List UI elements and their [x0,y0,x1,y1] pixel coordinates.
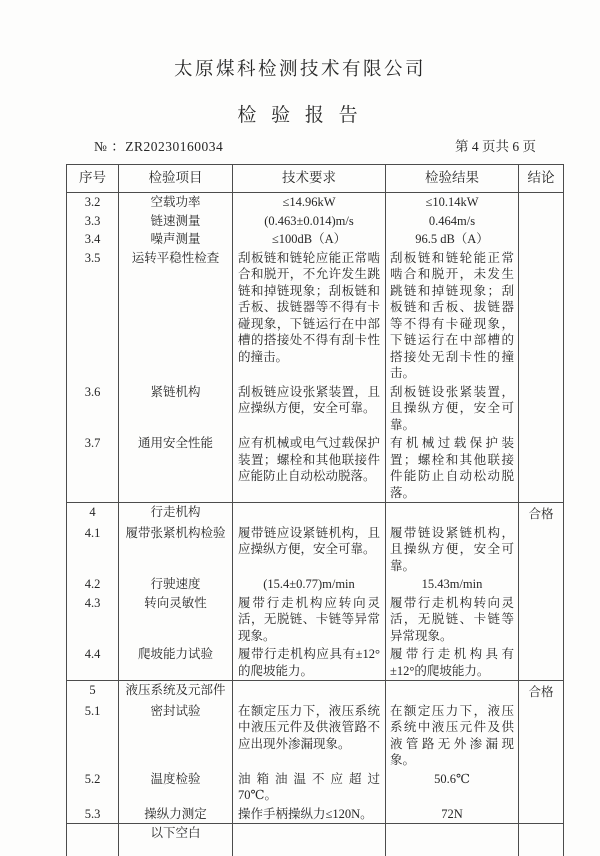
item-no: 5.2 [67,770,119,805]
item-row [67,249,563,383]
item-requirement: 履带行走机构应转向灵活，无脱链、卡链等异常现象。 [233,594,386,646]
item-no: 3.5 [67,249,119,383]
item-conclusion [519,524,563,576]
item-result: 在额定压力下，液压系统中液压元件及供液管路无外渗漏现象。 [386,702,519,770]
item-name: 履带张紧机构检验 [119,524,233,576]
item-no: 4.2 [67,575,119,594]
item-requirement [233,681,386,702]
item-name: 温度检验 [119,770,233,805]
item-conclusion: 合格 [528,685,554,699]
item-name: 运转平稳性检查 [119,249,233,383]
item-no: 3.4 [67,230,119,249]
item-requirement: 刮板链应设张紧装置，且应操纵方便，安全可靠。 [233,383,386,435]
item-requirement [233,824,386,856]
item-conclusion [519,824,563,856]
item-row [67,805,563,824]
item-name: 操纵力测定 [119,805,233,824]
report-number-value: ZR20230160034 [125,139,224,154]
item-conclusion [519,575,563,594]
item-row [67,503,563,524]
item-result: 履带行走机构具有±12°的爬坡能力。 [386,645,519,680]
item-result: 15.43m/min [386,575,519,594]
table-section [67,681,563,824]
item-name: 噪声测量 [119,230,233,249]
item-result: 刮板链和链轮能正常啮合和脱开，未发生跳链和掉链现象；刮板链和舌板、拔链器等不得有卡碰现象，下链运行在中部槽的搭接处无刮卡性的撞击。 [386,249,519,383]
item-name: 紧链机构 [119,383,233,435]
header-requirement: 技术要求 [233,165,386,192]
item-conclusion [519,193,563,212]
item-result [386,824,519,856]
item-result: 0.464m/s [386,212,519,231]
item-conclusion [519,383,563,435]
item-requirement [233,503,386,524]
item-conclusion: 合格 [528,507,554,521]
header-conclusion: 结论 [527,170,555,186]
meta-row [66,138,562,156]
item-row [67,524,563,576]
table-section [67,193,563,503]
item-conclusion [519,212,563,231]
item-result [386,681,519,702]
item-requirement: 履带行走机构应具有±12°的爬坡能力。 [233,645,386,680]
item-result: 有机械过载保护装置；螺栓和其他联接件能防止自动松动脱落。 [386,434,519,502]
inspection-table [66,164,564,856]
item-name: 转向灵敏性 [119,594,233,646]
item-conclusion [519,770,563,805]
item-name: 链速测量 [119,212,233,231]
table-body [67,193,563,856]
item-result: 刮板链设张紧装置，且操纵方便，安全可靠。 [386,383,519,435]
item-conclusion [519,434,563,502]
item-conclusion [519,805,563,824]
item-result: 96.5 dB（A） [386,230,519,249]
page-indicator: 第 4 页共 6 页 [455,139,536,154]
item-name: 以下空白 [119,824,233,856]
item-requirement: (15.4±0.77)m/min [233,575,386,594]
item-no: 3.7 [67,434,119,502]
item-row [67,212,563,231]
item-name: 通用安全性能 [119,434,233,502]
item-result: 72N [386,805,519,824]
item-name: 空载功率 [119,193,233,212]
table-header-row [67,165,563,193]
item-conclusion [519,249,563,383]
item-requirement: ≤14.96kW [233,193,386,212]
item-no: 5.1 [67,702,119,770]
item-conclusion [519,230,563,249]
item-conclusion [519,645,563,680]
item-no: 5.3 [67,805,119,824]
item-requirement: 操作手柄操纵力≤120N。 [233,805,386,824]
item-requirement: 应有机械或电气过载保护装置；螺栓和其他联接件应能防止自动松动脱落。 [233,434,386,502]
item-no: 3.2 [67,193,119,212]
item-no: 4.4 [67,645,119,680]
item-row [67,383,563,435]
item-row [67,575,563,594]
item-result: ≤10.14kW [386,193,519,212]
item-no: 4.3 [67,594,119,646]
item-no [67,824,119,856]
item-row [67,230,563,249]
item-row [67,702,563,770]
report-number-label: № ： [94,139,126,154]
item-no: 3.6 [67,383,119,435]
item-result: 履带链设紧链机构，且操纵方便，安全可靠。 [386,524,519,576]
item-requirement: 油箱油温不应超过 70℃。 [233,770,386,805]
item-no: 4 [67,503,119,524]
doc-title: 检 验 报 告 [237,105,363,126]
header-no: 序号 [67,165,119,192]
item-name: 爬坡能力试验 [119,645,233,680]
item-name: 液压系统及元部件 [119,681,233,702]
item-row [67,824,563,856]
item-row [67,434,563,502]
table-section [67,824,563,856]
item-no: 5 [67,681,119,702]
item-row [67,770,563,805]
item-requirement: 履带链应设紧链机构，且应操纵方便，安全可靠。 [233,524,386,576]
company-name: 太原煤科检测技术有限公司 [173,60,426,80]
item-name: 密封试验 [119,702,233,770]
item-requirement: 在额定压力下，液压系统中液压元件及供液管路不应出现外渗漏现象。 [233,702,386,770]
item-name: 行驶速度 [119,575,233,594]
item-requirement: ≤100dB（A） [233,230,386,249]
item-row [67,594,563,646]
item-requirement: 刮板链和链轮应能正常啮合和脱开，不允许发生跳链和掉链现象；刮板链和舌板、拔链器等不得有卡碰现象，下链运行在中部槽的搭接处不得有刮卡性的撞击。 [233,249,386,383]
item-conclusion [519,702,563,770]
item-requirement: (0.463±0.014)m/s [233,212,386,231]
header-result: 检验结果 [386,165,519,192]
item-result: 50.6℃ [386,770,519,805]
item-name: 行走机构 [119,503,233,524]
item-row [67,681,563,702]
table-section [67,503,563,681]
item-result: 履带行走机构转向灵活，无脱链、卡链等异常现象。 [386,594,519,646]
item-conclusion [519,594,563,646]
item-row [67,645,563,680]
item-no: 4.1 [67,524,119,576]
report-number [94,138,223,156]
item-result [386,503,519,524]
item-no: 3.3 [67,212,119,231]
header-item: 检验项目 [119,165,233,192]
item-row [67,193,563,212]
